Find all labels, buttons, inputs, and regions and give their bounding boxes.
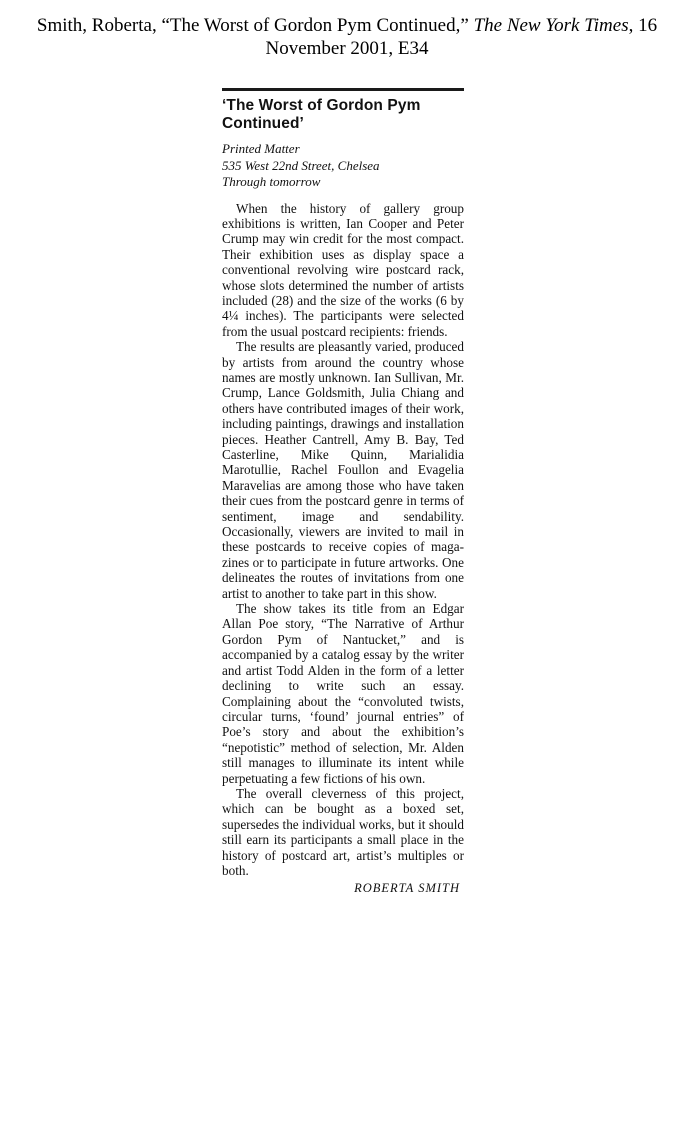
- venue: Printed Matter: [222, 141, 300, 156]
- citation-day: , 16: [628, 15, 658, 36]
- paragraph-2: The results are pleasantly varied, produced by artists from around the country whose names are mostly unknown. Ian Sullivan, Mr. Crump, Lance Goldsmith, Julia Chiang and others have contributed images of their work, including paintings, drawings and installation pieces. Heather Cantrell, Amy B. Bay, Ted Casterline, Mike Quinn, Marialidia Marotullie, Rachel Foullon and Evagelia Maravelias are among those who have taken their cues from the postcard genre in terms of sentiment, image and sendability. Occasionally, viewers are invited to mail in these postcards to receive copies of magazines or to participate in future artworks. One delineates the routes of invitations from one artist to another to take part in this show.: [222, 339, 464, 601]
- citation-publication: The New York Times: [473, 15, 629, 36]
- citation-author-title: Smith, Roberta, “The Worst of Gordon Pym Continued,”: [36, 15, 474, 36]
- exhibition-info: [222, 141, 464, 191]
- newspaper-clipping: [222, 88, 464, 896]
- article-headline: ‘The Worst of Gordon Pym Continued’: [222, 97, 421, 132]
- top-rule: [222, 88, 464, 91]
- paragraph-1: When the history of gallery group exhibitions is written, Ian Cooper and Peter Crump may win credit for the most compact. Their exhibition uses as display space a conventional revolving wire postcard rack, whose slots determined the number of artists included (28) and the size of the works (6 by 4¼ inches). The participants were selected from the usual postcard recipients: friends.: [222, 200, 464, 339]
- dates: Through tomorrow: [222, 174, 321, 189]
- citation-line-2: November 2001, E34: [265, 38, 429, 59]
- citation-header: [0, 14, 694, 60]
- paragraph-4: The overall cleverness of this project, which can be bought as a boxed set, supersedes the individual works, but it should still earn its participants a small place in the history of postcard art, artist’s multiples or both.: [222, 785, 464, 878]
- address: 535 West 22nd Street, Chelsea: [222, 157, 380, 173]
- article-body: [222, 201, 464, 879]
- byline: ROBERTA SMITH: [354, 881, 460, 896]
- paragraph-3: The show takes its title from an Edgar Allan Poe story, “The Narrative of Arthur Gordon Pym of Nantucket,” and is accompanied by a catalog essay by the writer and artist Todd Alden in the form of a letter declining to write such an essay. Complaining about the “convoluted twists, circular turns, ‘found’ journal entries” of Poe’s story and about the exhibition’s “nepotistic” method of selection, Mr. Alden still manages to illuminate its intent while perpetuating a few fictions of his own.: [222, 601, 464, 786]
- citation-line-1: [0, 14, 694, 37]
